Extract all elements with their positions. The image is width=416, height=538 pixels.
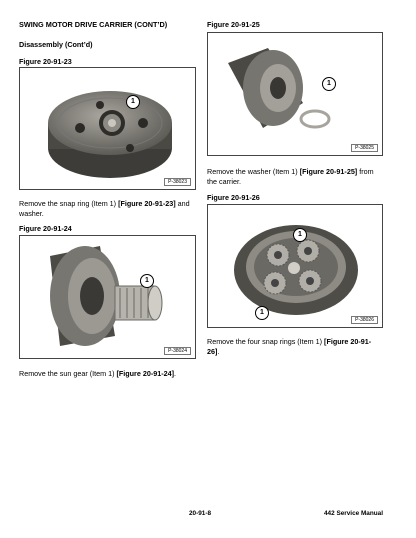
figure-label-20-91-24: Figure 20-91-24 [19,224,72,233]
figure-photo-20-91-26 [207,204,383,328]
figure-label-20-91-26: Figure 20-91-26 [207,193,260,202]
callout-item-1: 1 [126,95,140,109]
washer-photo [208,33,382,155]
photo-code: P-38026 [351,316,378,324]
photo-code: P-38025 [351,144,378,152]
instruction-text-2: Remove the sun gear (Item 1) [Figure 20-91-24]. [19,369,177,378]
planetary-gears-photo [208,205,382,327]
motor-carrier-photo [20,68,195,189]
callout-item-1: 1 [140,274,154,288]
figure-label-20-91-23: Figure 20-91-23 [19,57,72,66]
figure-photo-20-91-23 [19,67,196,190]
photo-code: P-38024 [164,347,191,355]
sun-gear-photo [20,236,195,358]
photo-code: P-38023 [164,178,191,186]
figure-photo-20-91-24 [19,235,196,359]
section-subtitle: Disassembly (Cont’d) [19,40,93,49]
page-number: 20-91-8 [189,510,212,517]
callout-item-1: 1 [322,77,336,91]
callout-item-1-top: 1 [293,228,307,242]
callout-item-1-bottom: 1 [255,306,269,320]
instruction-text-4: Remove the four snap rings (Item 1) [Figure 20-91-26]. [207,337,372,356]
instruction-text-3: Remove the washer (Item 1) [Figure 20-91-25] from the carrier. [207,167,374,186]
instruction-text-1: Remove the snap ring (Item 1) [Figure 20-91-23] and washer. [19,199,190,218]
manual-title: 442 Service Manual [324,510,383,517]
section-title: SWING MOTOR DRIVE CARRIER (CONT’D) [19,20,168,29]
figure-photo-20-91-25 [207,32,383,156]
figure-label-20-91-25: Figure 20-91-25 [207,20,260,29]
